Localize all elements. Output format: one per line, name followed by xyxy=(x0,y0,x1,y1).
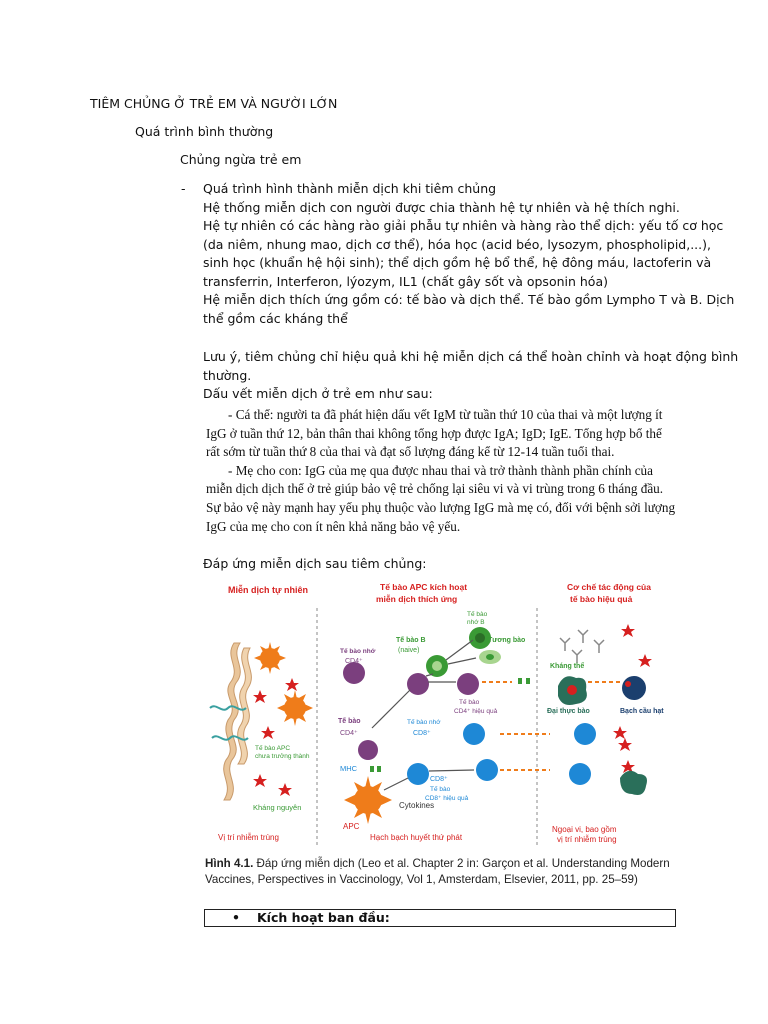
figure-caption xyxy=(205,856,670,888)
mhc-label: MHC xyxy=(340,764,358,773)
plasma-label: Tương bào xyxy=(488,637,526,644)
paragraph-note xyxy=(203,348,738,404)
antigen-star xyxy=(253,774,267,787)
box-bullet: • xyxy=(232,910,240,925)
immature-apc-cell xyxy=(277,690,313,726)
tcell-label: Tế bào xyxy=(338,718,361,725)
mature-apc-cell xyxy=(344,776,392,824)
col3-title-1: Cơ chế tác động của xyxy=(567,582,651,592)
b-naive-label: Tế bào B xyxy=(396,637,426,644)
immature-apc-cell xyxy=(254,642,286,674)
mem-b-label-1: Tế bào xyxy=(467,611,488,618)
paragraph-line: Lưu ý, tiêm chủng chỉ hiệu quả khi hệ miễn dịch cá thể hoàn chỉnh và hoạt động bình xyxy=(203,349,739,364)
arrow-line xyxy=(372,690,410,728)
apc-immature-label-1: Tế bào APC xyxy=(255,745,291,752)
col1-title: Miễn dịch tự nhiên xyxy=(228,585,309,595)
paragraph-line: Quá trình hình thành miễn dịch khi tiêm chủng xyxy=(203,181,497,196)
paragraph-line: Hệ thống miễn dịch con người được chia thành hệ tự nhiên và hệ thích nghi. xyxy=(203,199,680,215)
mem-cd8-label: Tế bào nhớ xyxy=(407,719,441,726)
mhc-marker xyxy=(370,766,374,772)
caption-label: Hình 4.1. xyxy=(205,857,254,870)
cd8-effect-cell-2 xyxy=(569,763,591,785)
paragraph-line: Dấu vết miễn dịch ở trẻ em như sau: xyxy=(203,386,433,401)
granulocyte-cell xyxy=(622,676,646,700)
apc-immature-label-2: chưa trưởng thành xyxy=(255,753,310,760)
cd8-effect-cell xyxy=(574,723,596,745)
naive-b-cell xyxy=(426,655,448,677)
cd4b-label: CD4⁺ xyxy=(340,730,358,737)
subsection-heading: Chủng ngừa trẻ em xyxy=(180,152,302,167)
section-heading: Quá trình bình thường xyxy=(135,124,274,139)
naive-label: (naive) xyxy=(398,647,420,654)
caption-text-2: Vaccines, Perspectives in Vaccinology, Vol 1, Amsterdam, Elsevier, 2011, pp. 25–59) xyxy=(205,873,638,886)
footer-lymph-node: Hạch bạch huyết thứ phát xyxy=(370,833,463,842)
arrow-line xyxy=(429,770,474,771)
plasma-cell xyxy=(479,650,501,664)
initial-activation-box xyxy=(204,909,676,927)
col2-title-1: Tế bào APC kích hoạt xyxy=(380,582,468,592)
paragraph-line: transferrin, Interferon, lýozym, IL1 (chất gây sốt và opsonin hóa) xyxy=(203,273,608,289)
antigen-label: Kháng nguyên xyxy=(253,803,302,812)
col3-title-2: tế bào hiệu quả xyxy=(570,594,633,604)
granulocyte-label: Bạch cầu hạt xyxy=(620,708,664,715)
footer-periphery-1: Ngoại vi, bao gồm xyxy=(552,825,617,834)
cd8-effector-cell xyxy=(476,759,498,781)
antigen-markers-green xyxy=(518,678,530,684)
paragraph-immune-formation xyxy=(203,180,734,328)
caption-text-1: Đáp ứng miễn dịch (Leo et al. Chapter 2 in: Garçon et al. Understanding Modern xyxy=(253,857,670,870)
immune-response-figure xyxy=(200,578,690,850)
arrow-line xyxy=(384,778,408,790)
paragraph-line: thể gồm các kháng thể xyxy=(203,310,348,326)
cd4-t-cell xyxy=(407,673,429,695)
antibodies xyxy=(560,630,604,663)
antigen-star xyxy=(285,678,299,691)
mem-cd4-label: Tế bào nhớ xyxy=(340,648,376,655)
footer-infection-site: Vị trí nhiễm trùng xyxy=(218,833,279,842)
paragraph-line: thường. xyxy=(203,367,252,383)
cd8-label: CD8⁺ xyxy=(413,730,431,737)
paragraph-line: sinh học (khuẩn hệ hội sinh); thể dịch gồm hệ bổ thể, hệ đông máu, lactoferin và xyxy=(203,255,712,270)
arrow-line xyxy=(448,658,476,664)
excerpt-line: rất sớm từ tuần thứ 8 của thai và đạt số lượng đáng kể từ 12-14 tuần tuổi thai. xyxy=(206,444,615,460)
epithelial-tissue-shape xyxy=(224,643,252,800)
cd8-eff-label: CD8⁺ hiệu quả xyxy=(425,795,469,802)
quoted-excerpt xyxy=(206,406,675,536)
cd4-label: CD4⁺ xyxy=(345,658,363,665)
cd8b-label: CD8⁺ xyxy=(430,776,448,783)
memory-cd8-cell xyxy=(463,723,485,745)
document-title: TIÊM CHỦNG Ở TRẺ EM VÀ NGƯỜI LỚN xyxy=(90,96,338,111)
dash-bullet: - xyxy=(181,181,186,196)
cell-cd4-label: Tế bào xyxy=(459,699,480,706)
antigen-star xyxy=(278,783,292,796)
excerpt-line: Sự bảo vệ này mạnh hay yếu phụ thuộc vào lượng IgG mà mẹ có, đối với bệnh sởi lượng xyxy=(206,499,676,515)
col2-title-2: miễn dịch thích ứng xyxy=(376,594,458,604)
footer-periphery-2: vị trí nhiễm trùng xyxy=(557,835,617,844)
antigen-star xyxy=(261,726,275,739)
antigen-stars xyxy=(253,678,299,796)
antigen-star xyxy=(253,690,267,703)
infected-cell xyxy=(620,771,647,795)
antibody-label: Kháng thể xyxy=(550,663,585,670)
paragraph-line: Hệ miễn dịch thích ứng gồm có: tế bào và dịch thể. Tế bào gồm Lympho T và B. Dịch xyxy=(203,292,735,307)
mem-b-label-2: nhớ B xyxy=(467,619,485,626)
paragraph-line: (da niêm, nhung mao, dịch cơ thể), hóa học (acid béo, lysozym, phospholipid,...), xyxy=(203,236,711,252)
macrophage-cell xyxy=(558,676,587,705)
t-cell-naive xyxy=(358,740,378,760)
bacteria-shape xyxy=(210,706,246,709)
excerpt-line: miễn dịch dịch thể ở trẻ giúp bảo vệ trẻ chống lại siêu vi và vi trùng trong 6 tháng đầu. xyxy=(206,481,664,497)
cd4-effector-cell xyxy=(457,673,479,695)
response-label: Đáp ứng miễn dịch sau tiêm chủng: xyxy=(203,556,427,571)
excerpt-line: IgG ở tuần thứ 12, bản thân thai không tổng hợp được IgA; IgD; IgE. Tổng hợp bổ thể xyxy=(206,425,662,441)
mhc-markers xyxy=(370,766,381,772)
cd4-eff-label: CD4⁺ hiệu quả xyxy=(454,708,498,715)
mhc-marker xyxy=(377,766,381,772)
cd8-t-cell xyxy=(407,763,429,785)
box-heading: Kích hoạt ban đầu: xyxy=(257,910,390,925)
cytokines-label: Cytokines xyxy=(399,801,435,810)
memory-cd4-cell xyxy=(343,662,365,684)
excerpt-line: - Cá thể: người ta đã phát hiện dấu vết IgM từ tuần thứ 10 của thai và một lượng ít xyxy=(228,407,663,422)
apc-label: APC xyxy=(343,822,360,831)
excerpt-line: - Mẹ cho con: IgG của mẹ qua được nhau thai và trở thành thành phần chính của xyxy=(228,462,654,478)
cd8-cell-label: Tế bào xyxy=(430,786,451,793)
macrophage-label: Đại thực bào xyxy=(547,708,590,715)
excerpt-line: IgG của mẹ cho con ít nên khả năng bảo vệ yếu. xyxy=(206,518,461,534)
arrow-line xyxy=(446,640,473,660)
paragraph-line: Hệ tự nhiên có các hàng rào giải phẫu tự nhiên và hàng rào thể dịch: yếu tố cơ học xyxy=(203,218,724,233)
